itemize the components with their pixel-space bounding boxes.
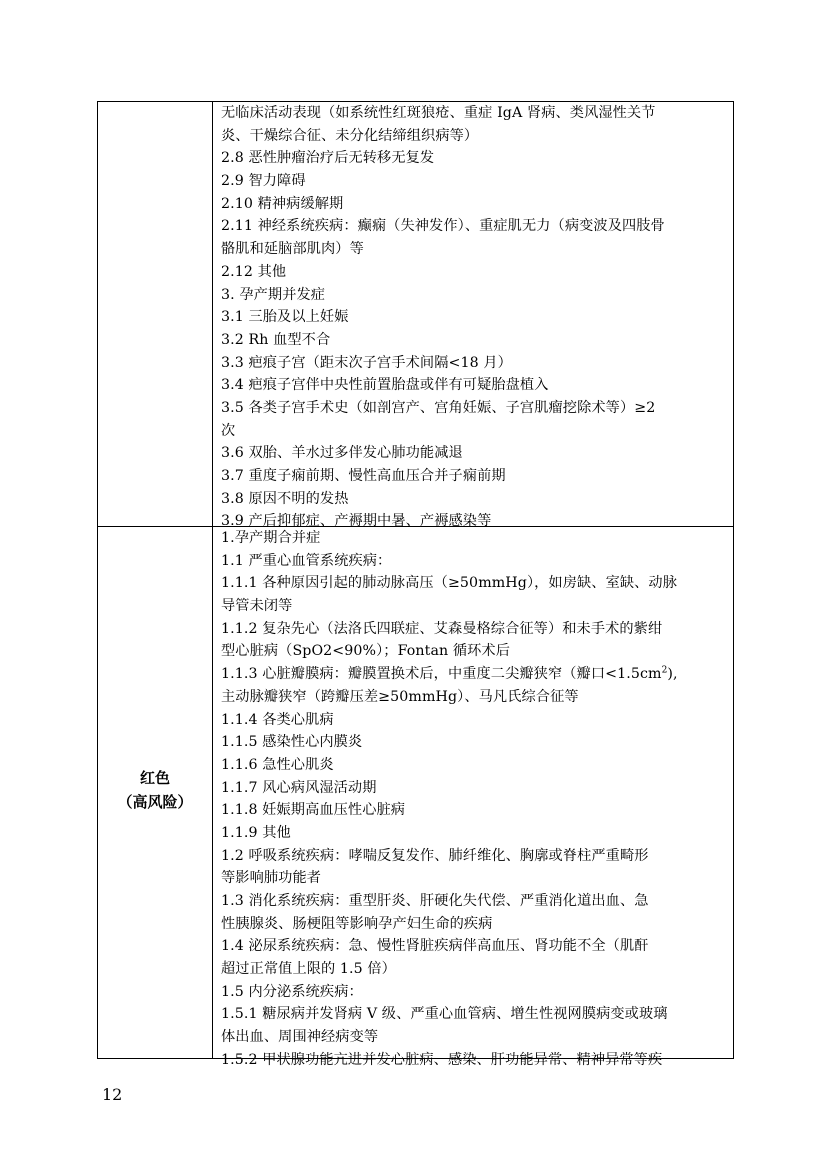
text-line: 1.1.8 妊娠期高血压性心脏病 <box>221 802 406 819</box>
text-line: 1.1.1 各种原因引起的肺动脉高压（≥50mmHg），如房缺、室缺、动脉 <box>221 575 678 592</box>
risk-level: 红色 <box>139 769 170 787</box>
text-line: 2.9 智力障碍 <box>221 173 306 190</box>
text-line: 1.孕产期合并症 <box>221 530 321 546</box>
column-divider <box>212 102 213 1058</box>
top-content-cell <box>221 102 729 533</box>
text-line: 次 <box>221 422 236 439</box>
text-line: 1.2 呼吸系统疾病：哮喘反复发作、肺纤维化、胸廓或脊柱严重畸形 <box>221 847 649 864</box>
text-line: 3.6 双胎、羊水过多伴发心肺功能减退 <box>221 445 463 462</box>
text-line: 2.8 恶性肿瘤治疗后无转移无复发 <box>221 150 435 167</box>
risk-level-label <box>98 766 212 814</box>
bottom-content-cell <box>221 527 729 1072</box>
superscript: 2 <box>661 665 668 676</box>
risk-level-note: （高风险） <box>117 793 193 811</box>
text-line: 3.2 Rh 血型不合 <box>221 331 331 348</box>
text-line: 3. 孕产期并发症 <box>221 286 326 303</box>
text-line: 导管未闭等 <box>221 598 293 615</box>
text-line: 1.4 泌尿系统疾病：急、慢性肾脏疾病伴高血压、肾功能不全（肌酐 <box>221 938 649 955</box>
text-line: 1.5.2 甲状腺功能亢进并发心脏病、感染、肝功能异常、精神异常等疾 <box>221 1051 663 1068</box>
text-line: 1.5 内分泌系统疾病： <box>221 983 363 1000</box>
text-segment: 1.1.3 心脏瓣膜病：瓣膜置换术后，中重度二尖瓣狭窄（瓣口<1.5cm <box>221 666 662 683</box>
text-line: 炎、干燥综合征、未分化结缔组织病等） <box>221 127 479 144</box>
text-line: 1.3 消化系统疾病：重型肝炎、肝硬化失代偿、严重消化道出血、急 <box>221 893 649 909</box>
text-line: 2.12 其他 <box>221 263 287 280</box>
text-line: 3.9 产后抑郁症、产褥期中暑、产褥感染等 <box>221 513 492 530</box>
text-line: 1.1.9 其他 <box>221 824 291 841</box>
text-line: 骼肌和延脑部肌肉）等 <box>221 241 364 258</box>
risk-table <box>97 101 734 1068</box>
text-line: 体出血、周围神经病变等 <box>221 1029 379 1046</box>
page-number: 12 <box>102 1085 123 1104</box>
text-line: 超过正常值上限的 1.5 倍） <box>221 961 396 978</box>
text-line: 3.5 各类子宫手术史（如剖宫产、宫角妊娠、子宫肌瘤挖除术等）≥2 <box>221 399 656 416</box>
text-line: 3.8 原因不明的发热 <box>221 490 349 507</box>
text-line: 1.1.4 各类心肌病 <box>221 711 334 728</box>
text-line: 3.7 重度子痫前期、慢性高血压合并子痫前期 <box>221 468 506 484</box>
text-line: 3.3 疤痕子宫（距末次子宫手术间隔<18 月） <box>221 354 512 371</box>
text-line: 1.1 严重心血管系统疾病： <box>221 552 392 569</box>
text-line: 3.4 疤痕子宫伴中央性前置胎盘或伴有可疑胎盘植入 <box>221 377 549 394</box>
text-line: 2.10 精神病缓解期 <box>221 195 344 212</box>
text-line: 无临床活动表现（如系统性红斑狼疮、重症 IgA 肾病、类风湿性关节 <box>221 105 656 121</box>
text-line: 1.5.1 糖尿病并发肾病 V 级、严重心血管病、增生性视网膜病变或玻璃 <box>221 1006 668 1023</box>
text-line: 主动脉瓣狭窄（跨瓣压差≥50mmHg）、马凡氏综合征等 <box>221 688 579 705</box>
text-line: 2.11 神经系统疾病：癫痫（失神发作）、重症肌无力（病变波及四肢骨 <box>221 218 665 235</box>
text-segment: ), <box>667 666 678 683</box>
text-line: 1.1.5 感染性心内膜炎 <box>221 734 363 751</box>
text-line: 1.1.7 风心病风湿活动期 <box>221 779 377 796</box>
text-line: 型心脏病（SpO2<90%）；Fontan 循环术后 <box>221 643 510 660</box>
text-line: 性胰腺炎、肠梗阻等影响孕产妇生命的疾病 <box>221 915 493 932</box>
text-line: 1.1.6 急性心肌炎 <box>221 756 334 773</box>
text-line <box>221 663 729 686</box>
text-line: 等影响肺功能者 <box>221 870 322 887</box>
text-line: 1.1.2 复杂先心（法洛氏四联症、艾森曼格综合征等）和未手术的紫绀 <box>221 620 663 637</box>
text-line: 3.1 三胎及以上妊娠 <box>221 309 349 326</box>
